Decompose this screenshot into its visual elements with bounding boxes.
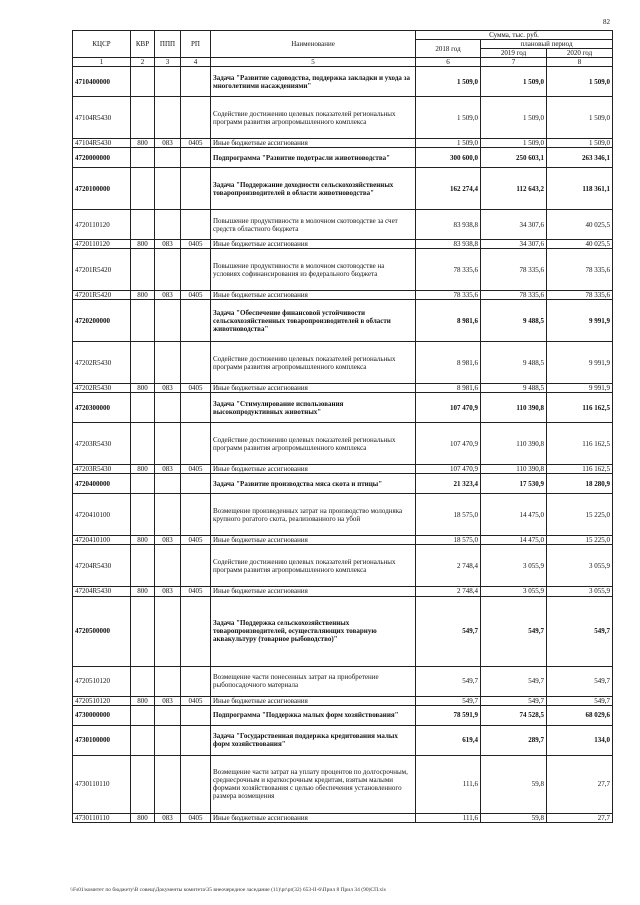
ppp-cell — [155, 596, 181, 666]
name-cell: Иные бюджетные ассигнования — [211, 291, 416, 300]
rp-cell — [181, 474, 211, 494]
table-row — [73, 148, 613, 168]
kcsr-cell: 47201R5420 — [73, 249, 131, 291]
value-2020-cell: 116 162,5 — [547, 423, 613, 465]
kcsr-cell: 4720410100 — [73, 536, 131, 545]
value-2018-cell: 111,6 — [416, 813, 481, 822]
value-2018-cell: 2 748,4 — [416, 545, 481, 587]
kvr-cell: 800 — [131, 291, 155, 300]
ppp-cell — [155, 545, 181, 587]
ppp-cell: 083 — [155, 813, 181, 822]
kvr-cell: 800 — [131, 696, 155, 705]
value-2020-cell: 3 055,9 — [547, 587, 613, 596]
value-2019-cell: 549,7 — [481, 696, 547, 705]
ppp-cell: 083 — [155, 240, 181, 249]
name-cell: Содействие достижению целевых показателей региональных программ развития агропромышленного комплекса — [211, 423, 416, 465]
table-row — [73, 474, 613, 494]
ppp-cell — [155, 67, 181, 97]
value-2019-cell: 1 509,0 — [481, 97, 547, 139]
kvr-cell: 800 — [131, 139, 155, 148]
kcsr-cell: 4720110120 — [73, 240, 131, 249]
ppp-cell — [155, 210, 181, 240]
table-row — [73, 342, 613, 384]
kvr-cell — [131, 148, 155, 168]
col-rp: РП — [181, 31, 211, 58]
rp-cell — [181, 423, 211, 465]
table-row — [73, 596, 613, 666]
kvr-cell: 800 — [131, 813, 155, 822]
ppp-cell — [155, 342, 181, 384]
kvr-cell — [131, 393, 155, 423]
page-number: 82 — [603, 18, 610, 26]
value-2019-cell: 59,8 — [481, 755, 547, 813]
kcsr-cell: 47202R5430 — [73, 342, 131, 384]
ppp-cell: 083 — [155, 587, 181, 596]
rp-cell — [181, 342, 211, 384]
value-2019-cell: 14 475,0 — [481, 494, 547, 536]
rp-cell — [181, 705, 211, 725]
col-number: 1 — [73, 58, 131, 67]
kvr-cell — [131, 423, 155, 465]
kvr-cell — [131, 168, 155, 210]
col-kvr: КВР — [131, 31, 155, 58]
value-2020-cell: 15 225,0 — [547, 494, 613, 536]
value-2020-cell: 40 025,5 — [547, 210, 613, 240]
name-cell: Иные бюджетные ассигнования — [211, 139, 416, 148]
name-cell: Иные бюджетные ассигнования — [211, 696, 416, 705]
value-2019-cell: 78 335,6 — [481, 249, 547, 291]
kcsr-cell: 47204R5430 — [73, 545, 131, 587]
value-2019-cell: 9 488,5 — [481, 342, 547, 384]
kvr-cell — [131, 97, 155, 139]
value-2020-cell: 116 162,5 — [547, 465, 613, 474]
value-2019-cell: 110 390,8 — [481, 423, 547, 465]
value-2018-cell: 549,7 — [416, 666, 481, 696]
value-2019-cell: 9 488,5 — [481, 384, 547, 393]
name-cell: Задача "Поддержание доходности сельскохозяйственных товаропроизводителей в области животноводства" — [211, 168, 416, 210]
table-row — [73, 240, 613, 249]
table-row — [73, 813, 613, 822]
value-2020-cell: 78 335,6 — [547, 291, 613, 300]
rp-cell — [181, 168, 211, 210]
value-2018-cell: 549,7 — [416, 596, 481, 666]
col-name: Наименование — [211, 31, 416, 58]
rp-cell: 0405 — [181, 536, 211, 545]
rp-cell — [181, 67, 211, 97]
value-2019-cell: 110 390,8 — [481, 393, 547, 423]
kcsr-cell: 4720500000 — [73, 596, 131, 666]
table-row — [73, 249, 613, 291]
col-2019: 2019 год — [481, 49, 547, 58]
name-cell: Иные бюджетные ассигнования — [211, 465, 416, 474]
value-2019-cell: 9 488,5 — [481, 300, 547, 342]
value-2019-cell: 59,8 — [481, 813, 547, 822]
value-2019-cell: 78 335,6 — [481, 291, 547, 300]
ppp-cell — [155, 755, 181, 813]
col-number: 8 — [547, 58, 613, 67]
table-row — [73, 494, 613, 536]
kvr-cell — [131, 494, 155, 536]
col-number: 5 — [211, 58, 416, 67]
value-2018-cell: 78 335,6 — [416, 291, 481, 300]
table-row — [73, 696, 613, 705]
col-number: 6 — [416, 58, 481, 67]
value-2018-cell: 549,7 — [416, 696, 481, 705]
value-2020-cell: 27,7 — [547, 755, 613, 813]
col-sum: Сумма, тыс. руб. — [416, 31, 613, 40]
table-row — [73, 666, 613, 696]
name-cell: Иные бюджетные ассигнования — [211, 384, 416, 393]
ppp-cell: 083 — [155, 384, 181, 393]
ppp-cell — [155, 97, 181, 139]
kvr-cell: 800 — [131, 465, 155, 474]
value-2020-cell: 1 509,0 — [547, 67, 613, 97]
table-row — [73, 423, 613, 465]
kcsr-cell: 47104R5430 — [73, 139, 131, 148]
rp-cell — [181, 755, 211, 813]
table-row — [73, 755, 613, 813]
col-number: 2 — [131, 58, 155, 67]
col-ppp: ППП — [155, 31, 181, 58]
rp-cell: 0405 — [181, 384, 211, 393]
rp-cell: 0405 — [181, 813, 211, 822]
rp-cell — [181, 393, 211, 423]
col-kcsr: КЦСР — [73, 31, 131, 58]
rp-cell — [181, 300, 211, 342]
kcsr-cell: 4720510120 — [73, 666, 131, 696]
budget-table — [72, 30, 613, 823]
value-2019-cell: 289,7 — [481, 725, 547, 755]
value-2020-cell: 27,7 — [547, 813, 613, 822]
col-plan-period: плановый период — [481, 40, 613, 49]
name-cell: Задача "Государственная поддержка кредитования малых форм хозяйствования" — [211, 725, 416, 755]
kvr-cell — [131, 725, 155, 755]
ppp-cell: 083 — [155, 536, 181, 545]
table-row — [73, 465, 613, 474]
table-row — [73, 536, 613, 545]
table-row — [73, 300, 613, 342]
file-path-footer: \\Fs01\комитет по бюджету\В совещ\Документы комитета\35 внеочередное заседание (11)\pr\pr(32) 653-II-6\Прил 8 Прил 34 (90)СП.xls — [70, 887, 386, 893]
name-cell: Содействие достижению целевых показателей региональных программ развития агропромышленного комплекса — [211, 545, 416, 587]
value-2018-cell: 300 600,0 — [416, 148, 481, 168]
kcsr-cell: 4720400000 — [73, 474, 131, 494]
kcsr-cell: 4730110110 — [73, 813, 131, 822]
value-2020-cell: 134,0 — [547, 725, 613, 755]
ppp-cell — [155, 249, 181, 291]
rp-cell — [181, 596, 211, 666]
kcsr-cell: 47104R5430 — [73, 97, 131, 139]
name-cell: Повышение продуктивности в молочном скотоводстве на условиях софинансирования из федерального бюджета — [211, 249, 416, 291]
name-cell: Повышение продуктивности в молочном скотоводстве за счет средств областного бюджета — [211, 210, 416, 240]
rp-cell — [181, 97, 211, 139]
kvr-cell — [131, 755, 155, 813]
table-row — [73, 545, 613, 587]
kcsr-cell: 47202R5430 — [73, 384, 131, 393]
kcsr-cell: 4730100000 — [73, 725, 131, 755]
value-2019-cell: 112 643,2 — [481, 168, 547, 210]
table-row — [73, 291, 613, 300]
value-2019-cell: 110 390,8 — [481, 465, 547, 474]
col-number: 3 — [155, 58, 181, 67]
kvr-cell — [131, 300, 155, 342]
table-row — [73, 393, 613, 423]
kcsr-cell: 47203R5430 — [73, 423, 131, 465]
value-2018-cell: 18 575,0 — [416, 536, 481, 545]
kvr-cell: 800 — [131, 240, 155, 249]
value-2019-cell: 549,7 — [481, 596, 547, 666]
col-number: 4 — [181, 58, 211, 67]
value-2019-cell: 3 055,9 — [481, 587, 547, 596]
name-cell: Иные бюджетные ассигнования — [211, 587, 416, 596]
kvr-cell — [131, 342, 155, 384]
kvr-cell — [131, 666, 155, 696]
ppp-cell — [155, 168, 181, 210]
ppp-cell: 083 — [155, 696, 181, 705]
rp-cell — [181, 725, 211, 755]
value-2019-cell: 17 530,9 — [481, 474, 547, 494]
value-2020-cell: 118 361,1 — [547, 168, 613, 210]
value-2019-cell: 74 528,5 — [481, 705, 547, 725]
rp-cell — [181, 249, 211, 291]
value-2018-cell: 2 748,4 — [416, 587, 481, 596]
rp-cell — [181, 666, 211, 696]
rp-cell: 0405 — [181, 240, 211, 249]
name-cell: Задача "Поддержка сельскохозяйственных товаропроизводителей, осуществляющих товарную аквакультуру (товарное рыбоводство)" — [211, 596, 416, 666]
value-2018-cell: 107 470,9 — [416, 423, 481, 465]
kcsr-cell: 4730000000 — [73, 705, 131, 725]
value-2018-cell: 8 981,6 — [416, 300, 481, 342]
name-cell: Содействие достижению целевых показателей региональных программ развития агропромышленного комплекса — [211, 97, 416, 139]
kvr-cell — [131, 67, 155, 97]
kcsr-cell: 4720110120 — [73, 210, 131, 240]
rp-cell — [181, 545, 211, 587]
table-row — [73, 705, 613, 725]
value-2018-cell: 619,4 — [416, 725, 481, 755]
value-2020-cell: 116 162,5 — [547, 393, 613, 423]
kcsr-cell: 4720000000 — [73, 148, 131, 168]
col-number: 7 — [481, 58, 547, 67]
value-2018-cell: 78 335,6 — [416, 249, 481, 291]
ppp-cell — [155, 300, 181, 342]
table-row — [73, 97, 613, 139]
value-2018-cell: 8 981,6 — [416, 384, 481, 393]
value-2018-cell: 1 509,0 — [416, 139, 481, 148]
value-2018-cell: 1 509,0 — [416, 67, 481, 97]
value-2018-cell: 1 509,0 — [416, 97, 481, 139]
value-2019-cell: 34 307,6 — [481, 240, 547, 249]
rp-cell — [181, 494, 211, 536]
rp-cell — [181, 148, 211, 168]
kvr-cell — [131, 249, 155, 291]
col-2018: 2018 год — [416, 40, 481, 58]
col-2020: 2020 год — [547, 49, 613, 58]
value-2018-cell: 83 938,8 — [416, 240, 481, 249]
kcsr-cell: 4720200000 — [73, 300, 131, 342]
value-2019-cell: 14 475,0 — [481, 536, 547, 545]
kcsr-cell: 4710400000 — [73, 67, 131, 97]
value-2020-cell: 18 280,9 — [547, 474, 613, 494]
ppp-cell — [155, 423, 181, 465]
rp-cell: 0405 — [181, 587, 211, 596]
kcsr-cell: 4720410100 — [73, 494, 131, 536]
kvr-cell — [131, 545, 155, 587]
ppp-cell — [155, 494, 181, 536]
ppp-cell: 083 — [155, 465, 181, 474]
value-2020-cell: 9 991,9 — [547, 384, 613, 393]
name-cell: Возмещение произведенных затрат на производство молодняка крупного рогатого скота, реализованного на убой — [211, 494, 416, 536]
value-2018-cell: 83 938,8 — [416, 210, 481, 240]
value-2020-cell: 15 225,0 — [547, 536, 613, 545]
kcsr-cell: 47203R5430 — [73, 465, 131, 474]
table-row — [73, 725, 613, 755]
name-cell: Содействие достижению целевых показателей региональных программ развития агропромышленного комплекса — [211, 342, 416, 384]
name-cell: Подпрограмма "Развитие подотрасли животноводства" — [211, 148, 416, 168]
ppp-cell: 083 — [155, 291, 181, 300]
value-2018-cell: 78 591,9 — [416, 705, 481, 725]
kvr-cell: 800 — [131, 384, 155, 393]
rp-cell: 0405 — [181, 291, 211, 300]
value-2020-cell: 9 991,9 — [547, 342, 613, 384]
ppp-cell: 083 — [155, 139, 181, 148]
name-cell: Возмещение части затрат на уплату процентов по долгосрочным, среднесрочным и краткосрочным кредитам, взятым малыми формами хозяйствования с целью обеспечения установленного размера возмещения — [211, 755, 416, 813]
value-2020-cell: 78 335,6 — [547, 249, 613, 291]
kcsr-cell: 4730110110 — [73, 755, 131, 813]
name-cell: Задача "Обеспечение финансовой устойчивости сельскохозяйственных товаропроизводителей в области животноводства" — [211, 300, 416, 342]
table-row — [73, 168, 613, 210]
rp-cell — [181, 210, 211, 240]
name-cell: Задача "Развитие производства мяса скота и птицы" — [211, 474, 416, 494]
name-cell: Иные бюджетные ассигнования — [211, 813, 416, 822]
table-row — [73, 384, 613, 393]
value-2020-cell: 1 509,0 — [547, 139, 613, 148]
name-cell: Задача "Развитие садоводства, поддержка закладки и ухода за многолетними насаждениями" — [211, 67, 416, 97]
name-cell: Подпрограмма "Поддержка малых форм хозяйствования" — [211, 705, 416, 725]
value-2020-cell: 1 509,0 — [547, 97, 613, 139]
value-2020-cell: 549,7 — [547, 696, 613, 705]
value-2019-cell: 1 509,0 — [481, 67, 547, 97]
rp-cell: 0405 — [181, 465, 211, 474]
table-row — [73, 139, 613, 148]
ppp-cell — [155, 705, 181, 725]
value-2018-cell: 18 575,0 — [416, 494, 481, 536]
value-2019-cell: 250 603,1 — [481, 148, 547, 168]
kcsr-cell: 4720300000 — [73, 393, 131, 423]
kvr-cell — [131, 474, 155, 494]
kvr-cell — [131, 210, 155, 240]
kcsr-cell: 4720510120 — [73, 696, 131, 705]
name-cell: Задача "Стимулирование использования высокопродуктивных животных" — [211, 393, 416, 423]
value-2020-cell: 263 346,1 — [547, 148, 613, 168]
name-cell: Иные бюджетные ассигнования — [211, 240, 416, 249]
kvr-cell — [131, 596, 155, 666]
kcsr-cell: 4720100000 — [73, 168, 131, 210]
table-row — [73, 67, 613, 97]
value-2020-cell: 3 055,9 — [547, 545, 613, 587]
value-2018-cell: 107 470,9 — [416, 465, 481, 474]
kcsr-cell: 47204R5430 — [73, 587, 131, 596]
value-2018-cell: 21 323,4 — [416, 474, 481, 494]
rp-cell: 0405 — [181, 139, 211, 148]
name-cell: Возмещение части понесенных затрат на приобретение рыбопосадочного материала — [211, 666, 416, 696]
value-2018-cell: 111,6 — [416, 755, 481, 813]
value-2020-cell: 549,7 — [547, 596, 613, 666]
name-cell: Иные бюджетные ассигнования — [211, 536, 416, 545]
table-row — [73, 587, 613, 596]
value-2020-cell: 549,7 — [547, 666, 613, 696]
ppp-cell — [155, 474, 181, 494]
table-row — [73, 210, 613, 240]
value-2018-cell: 107 470,9 — [416, 393, 481, 423]
value-2019-cell: 34 307,6 — [481, 210, 547, 240]
value-2019-cell: 1 509,0 — [481, 139, 547, 148]
value-2019-cell: 549,7 — [481, 666, 547, 696]
kvr-cell: 800 — [131, 536, 155, 545]
value-2020-cell: 9 991,9 — [547, 300, 613, 342]
ppp-cell — [155, 666, 181, 696]
value-2020-cell: 68 029,6 — [547, 705, 613, 725]
ppp-cell — [155, 725, 181, 755]
kvr-cell — [131, 705, 155, 725]
value-2018-cell: 8 981,6 — [416, 342, 481, 384]
value-2019-cell: 3 055,9 — [481, 545, 547, 587]
ppp-cell — [155, 393, 181, 423]
rp-cell: 0405 — [181, 696, 211, 705]
kcsr-cell: 47201R5420 — [73, 291, 131, 300]
value-2018-cell: 162 274,4 — [416, 168, 481, 210]
kvr-cell: 800 — [131, 587, 155, 596]
value-2020-cell: 40 025,5 — [547, 240, 613, 249]
ppp-cell — [155, 148, 181, 168]
